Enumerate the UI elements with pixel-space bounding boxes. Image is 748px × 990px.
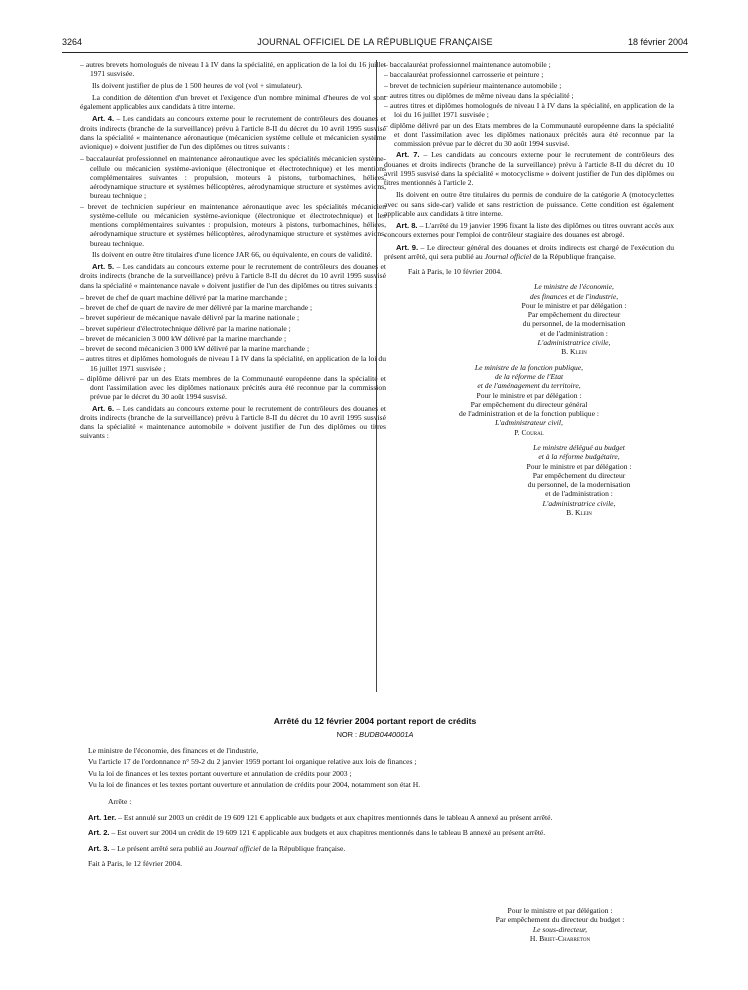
issue-date: 18 février 2004 [627,37,688,47]
journal-title: JOURNAL OFFICIEL DE LA RÉPUBLIQUE FRANÇAISE [257,37,493,47]
article-text: de la République française. [531,251,616,261]
article-label: Art. 3. [88,843,110,853]
paragraph-jar66: Ils doivent en outre être titulaires d'une licence JAR 66, ou équivalente, en cours de validité. [92,249,373,259]
signature-block-budget-director [440,906,680,944]
signature-block-economie [474,282,674,356]
article-6 [80,404,386,441]
article-7 [384,150,674,187]
paragraph-condition: La condition de détention d'un brevet et l'exigence d'un nombre minimal d'heures de vol sont également applicables aux candidats à titre interne. [80,92,386,111]
list-item: – diplôme délivré par un des Etats membres de la Communauté européenne dans la spécialité et dont l'assimilation avec les diplômes nationaux précités aura été reconnue par la commission prévue par le décret du 30 août 1994 susvisé. [80,373,386,402]
signature-line: Le ministre de l'économie, [534,282,614,292]
column-divider [376,60,377,692]
article-4 [80,114,386,151]
article-5 [80,262,386,290]
signature-line: Pour le ministre et par délégation : [521,300,627,310]
visa-line: Vu la loi de finances et les textes portant ouverture et annulation de crédits pour 2004, notamment son état H. [88,780,421,790]
list-item: – autres titres et diplômes homologués de niveau I à IV dans la spécialité, en application de la loi du 16 juillet 1971 susvisée ; [384,101,674,120]
signature-line: L'administratrice civile, [537,338,611,348]
signature-line: Pour le ministre et par délégation : [526,461,632,471]
visa-line: Vu la loi de finances et les textes portant ouverture et annulation de crédits pour 2003 ; [88,768,352,778]
list-item: – brevet de chef de quart machine délivré par la marine marchande ; [80,292,288,302]
nor-label: NOR : [336,730,360,739]
signatory-name: B. Klein [561,347,587,357]
list-item: – autres titres et diplômes homologués de niveau I à IV dans la spécialité, en application de la loi du 16 juillet 1971 susvisée ; [80,354,386,373]
article-label: Art. 6. [92,403,115,413]
journal-name: Journal officiel [214,843,261,853]
article-label: Art. 2. [88,828,110,838]
arrete-body [88,746,678,871]
signature-line: Le ministre délégué au budget [533,443,625,452]
signature-line: des finances et de l'industrie, [529,291,619,301]
signature-line: Par empêchement du directeur du budget : [495,915,625,925]
nor-reference [62,730,688,739]
signature-line: de la réforme de l'Etat [494,371,564,381]
article-1 [88,813,678,822]
article-text: – Est annulé sur 2003 un crédit de 19 609 121 € applicable aux budgets et aux chapitres mentionnés dans le tableau A annexé au présent arrêté. [116,813,553,823]
signature-line: Par empêchement du directeur général [470,399,588,409]
signature-line: Le ministre de la fonction publique, [474,362,584,372]
article-8 [384,221,674,240]
signatory-name: P. Coural [514,427,544,437]
list-art4 [80,154,386,248]
article-label: Art. 1er. [88,813,117,823]
list-item: – brevet de second mécanicien 3 000 kW délivré par la marine marchande ; [80,344,310,353]
signature-line: L'administrateur civil, [495,418,563,428]
list-item: – brevet de technicien supérieur en maintenance aéronautique avec les spécialités mécanicien système-cellule ou mécanicien système-avionique (électronique et électrotechnique) et les mentions complémentaires suivantes : propulsion, moteurs à pistons, turbomachines, hélices, aérodynamique structure et systèmes hélicoptères, aérodynamique structure et systèmes avions, bureau technique. [80,201,386,248]
signature-line: L'administratrice civile, [542,498,616,508]
article-3 [88,844,678,853]
signature-line: et de l'administration : [545,489,613,499]
list-item: – baccalauréat professionnel maintenance automobile ; [384,60,551,69]
list-item: – diplôme délivré par un des Etats membres de la Communauté européenne dans la spécialité et dont l'assimilation avec les diplômes nationaux précités aura été reconnue par la commission prévue par le décret du 30 août 1994 susvisé. [384,120,674,148]
right-column [384,60,674,517]
article-label: Art. 9. [396,242,419,252]
list-art6 [384,60,674,148]
signature-line: du personnel, de la modernisation [522,319,626,329]
fait-a-paris: Fait à Paris, le 12 février 2004. [88,859,183,869]
paragraph-permis: Ils doivent en outre être titulaires du permis de conduire de la catégorie A (motocyclettes avec ou sans side-car) valide et sans restriction de puissance. Cette condition est également applicable aux candidats à titre interne. [384,190,674,218]
article-text: – L'arrêté du 19 janvier 1996 fixant la liste des diplômes ou titres ouvrant accès aux concours externes pour l'emploi de contrôleur stagiaire des douanes est abrogé. [384,221,674,240]
article-text: – Les candidats au concours externe pour le recrutement de contrôleurs des douanes et droits indirects (branche de la surveillance) prévu à l'article 8-II du décret du 10 avril 1995 susvisé dans la spécialité « maintenance navale » doivent justifier de l'un des diplômes ou titres suivants : [80,262,386,290]
signature-block-budget [484,443,674,517]
signature-line: Pour le ministre et par délégation : [476,390,582,400]
list-item: – brevet supérieur de mécanique navale délivré par la marine nationale ; [80,313,300,323]
article-label: Art. 4. [92,114,115,124]
signature-line: Par empêchement du directeur [527,310,621,320]
article-label: Art. 7. [396,150,420,160]
list-item: – autres titres ou diplômes de même niveau dans la spécialité ; [384,90,574,100]
list-item: – brevet de mécanicien 3 000 kW délivré par la marine marchande ; [80,333,287,343]
signatory-name: H. Briet-Charreton [529,934,591,944]
arrete-title: Arrêté du 12 février 2004 portant report de crédits [273,716,477,726]
signature-line: du personnel, de la modernisation [527,480,631,490]
article-text: – Les candidats au concours externe pour le recrutement de contrôleurs des douanes et droits indirects (branche de la surveillance) prévu à l'article 8-II du décret du 10 avril 1995 susvisé dans la spécialité « motocyclisme » doivent justifier de l'un des diplômes ou titres mentionnés à l'article 2. [384,150,674,187]
list-item: – brevet de chef de quart de navire de mer délivré par la marine marchande ; [80,303,313,312]
signatory-name: B. Klein [566,508,592,518]
signature-line: de l'administration et de la fonction publique : [459,409,599,419]
header-rule [62,52,688,53]
page-number: 3264 [62,37,83,47]
left-column [80,60,386,444]
article-text: – Est ouvert sur 2004 un crédit de 19 609 121 € applicable aux budgets et aux chapitres mentionnés dans le tableau B annexé au présent arrêté. [109,828,546,838]
article-text: – Le présent arrêté sera publié au [109,843,215,853]
signature-block-fonction-publique [384,363,674,437]
fait-a-paris: Fait à Paris, le 10 février 2004. [408,267,503,276]
article-label: Art. 5. [92,262,115,271]
article-text: – Le directeur général des douanes et droits indirects est chargé de l'exécution du présent arrêté, qui sera publié au [384,242,674,261]
list-item: – baccalauréat professionnel en maintenance aéronautique avec les spécialités mécanicien système-cellule ou mécanicien système-avionique (électronique et électrotechnique) et les mentions complémentaires suivantes : propulsion, moteurs à pistons, turbomachines, hélices, aérodynamique structure et systèmes hélicoptères, aérodynamique structure et systèmes avions, bureau technique ; [80,154,386,201]
article-text: de la République française. [260,843,346,853]
page-header [62,37,688,51]
article-label: Art. 8. [396,221,418,230]
visa-line: Le ministre de l'économie, des finances et de l'industrie, [88,746,259,755]
signature-line: Par empêchement du directeur [532,470,626,480]
article-9 [384,243,674,262]
signature-line: et de l'administration : [540,328,608,338]
list-item: – brevet de technicien supérieur maintenance automobile ; [384,80,562,90]
list-art5 [80,293,386,402]
paragraph-flight-hours: Ils doivent justifier de plus de 1 500 heures de vol (vol + simulateur). [92,80,303,90]
list-art3-tail [80,60,386,79]
journal-name: Journal officiel [484,251,532,261]
nor-code: BUDB0440001A [359,730,414,739]
list-item: – baccalauréat professionnel carrosserie et peinture ; [384,70,544,80]
list-item: – brevet supérieur d'électrotechnique délivré par la marine nationale ; [80,323,291,333]
article-text: – Les candidats au concours externe pour le recrutement de contrôleurs des douanes et droits indirects (branche de la surveillance) prévu à l'article 8-II du décret du 10 avril 1995 susvisé dans la spécialité « maintenance automobile » doivent justifier de l'un des diplômes ou titres suivants : [80,403,386,441]
visa-line: Vu l'article 17 de l'ordonnance n° 59-2 du 2 janvier 1959 portant loi organique relative aux lois de finances ; [88,757,417,767]
signature-line: Le sous-directeur, [532,924,588,934]
signature-line: et de l'aménagement du territoire, [477,381,581,391]
article-text: – Les candidats au concours externe pour le recrutement de contrôleurs des douanes et droits indirects (branche de la surveillance) prévu à l'article 8-II du décret du 10 avril 1995 susvisé dans la spécialité « maintenance aéronautique (mécanicien système cellule et mécanicien système avionique) » doivent justifier de l'un des diplômes ou titres suivants : [80,114,386,151]
signature-line: et à la réforme budgétaire, [538,452,620,462]
article-2 [88,828,678,837]
signature-line: Pour le ministre et par délégation : [507,906,613,915]
list-item: – autres brevets homologués de niveau I à IV dans la spécialité, en application de la loi du 16 juillet 1971 susvisée. [80,60,386,79]
arrete-word: Arrête : [108,796,132,806]
